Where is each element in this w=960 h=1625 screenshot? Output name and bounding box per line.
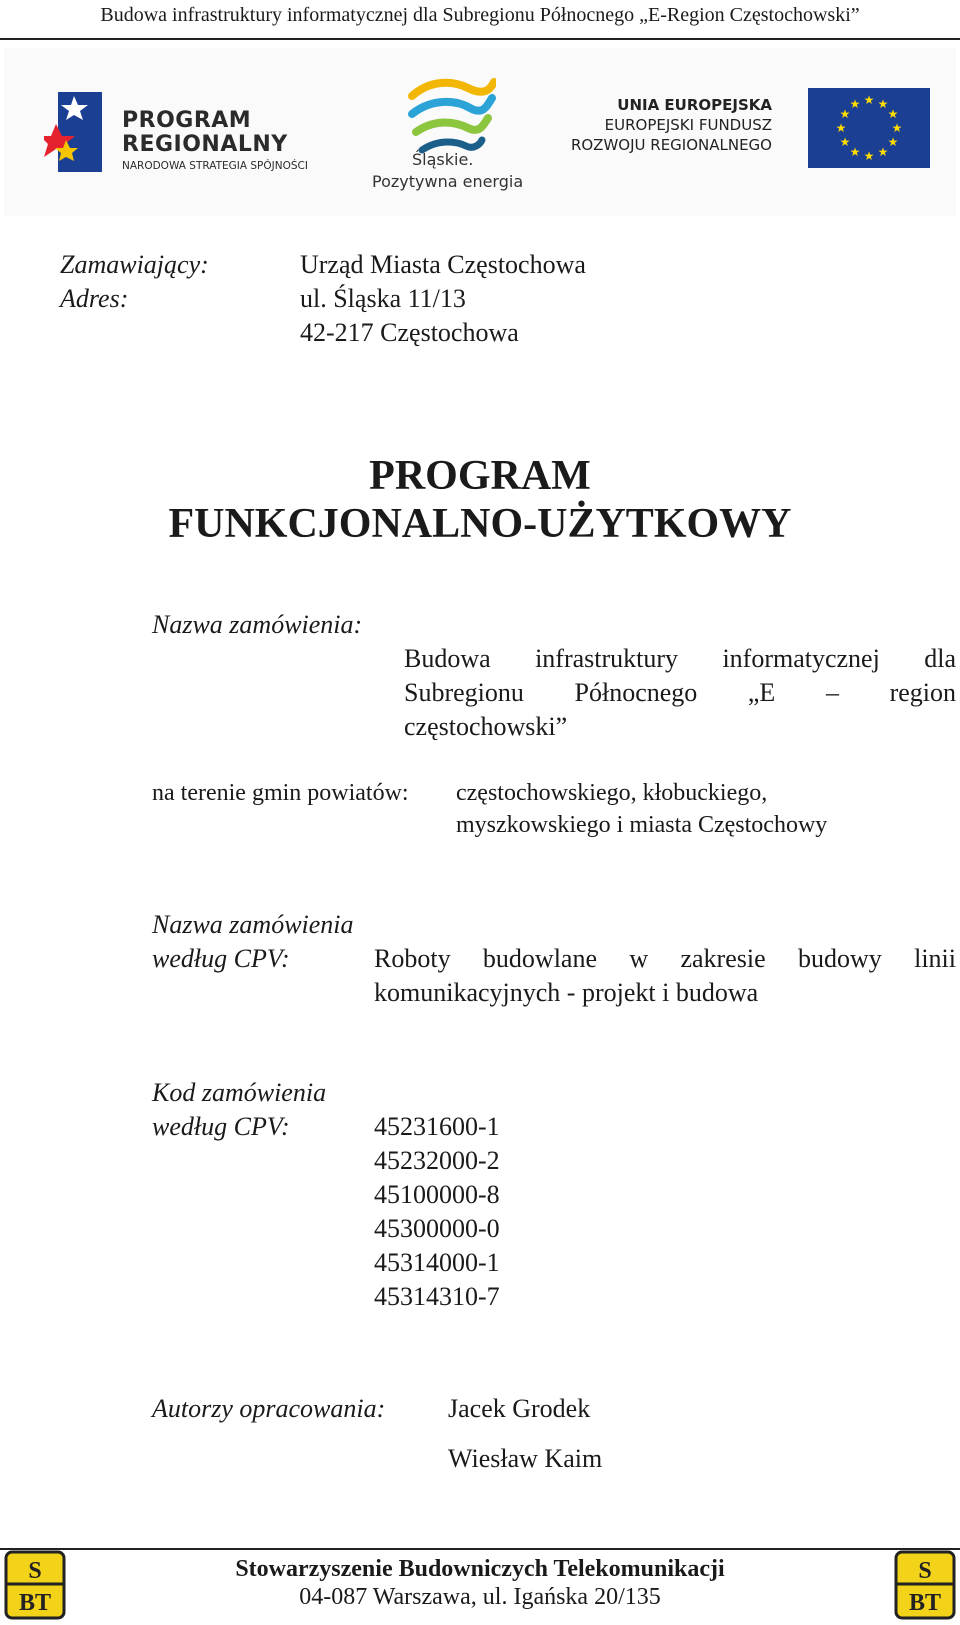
program-regionalny-line3: NARODOWA STRATEGIA SPÓJNOŚCI — [122, 160, 308, 172]
program-regionalny-icon — [44, 88, 104, 176]
svg-text:★: ★ — [839, 107, 851, 121]
order-name-line1: Budowa infrastruktury informatycznej dla — [404, 644, 956, 673]
area-line2: myszkowskiego i miasta Częstochowy — [456, 812, 828, 838]
sbt-badge-bottom: BT — [18, 1590, 52, 1616]
eu-logo — [560, 88, 932, 174]
cpv-name-line2: komunikacyjnych - projekt i budowa — [374, 978, 759, 1007]
slaskie-wave-icon — [406, 78, 496, 158]
cpv-code-item: 45231600-1 — [374, 1112, 500, 1141]
slaskie-line2: Pozytywna energia — [372, 172, 524, 191]
area-label: na terenie gmin powiatów: — [152, 780, 409, 806]
cpv-code-label2: według CPV: — [152, 1112, 290, 1141]
svg-text:★: ★ — [863, 149, 875, 163]
cpv-code-label1: Kod zamówienia — [152, 1078, 327, 1107]
cpv-code-item: 45300000-0 — [374, 1214, 500, 1243]
order-name-label: Nazwa zamówienia: — [152, 610, 363, 639]
address-line2: 42-217 Częstochowa — [300, 318, 519, 347]
eu-line3: ROZWOJU REGIONALNEGO — [570, 136, 772, 154]
footer-address: 04-087 Warszawa, ul. Igańska 20/135 — [299, 1584, 661, 1610]
svg-text:★: ★ — [839, 135, 851, 149]
cpv-name-label2: według CPV: — [152, 944, 290, 973]
eu-line1: UNIA EUROPEJSKA — [617, 96, 772, 114]
document-title-line2: FUNKCJONALNO-UŻYTKOWY — [168, 501, 792, 547]
document-title-line1: PROGRAM — [369, 453, 591, 499]
author-name: Jacek Grodek — [448, 1394, 591, 1423]
svg-text:★: ★ — [887, 107, 899, 121]
cpv-code-item: 45100000-8 — [374, 1180, 500, 1209]
cpv-name-label1: Nazwa zamówienia — [152, 910, 354, 939]
running-header-title: Budowa infrastruktury informatycznej dla Subregionu Północnego „E-Region Częstochowski” — [100, 4, 860, 26]
order-name-line3: częstochowski” — [404, 712, 568, 741]
cpv-name-line1: Roboty budowlane w zakresie budowy linii — [374, 944, 956, 973]
svg-text:★: ★ — [849, 145, 861, 159]
slaskie-line1: Śląskie. — [412, 150, 474, 169]
svg-text:★: ★ — [877, 145, 889, 159]
cpv-code-item: 45314000-1 — [374, 1248, 500, 1277]
sbt-badge-icon — [4, 1550, 66, 1620]
program-regionalny-line1: PROGRAM — [122, 108, 252, 133]
svg-text:★: ★ — [863, 93, 875, 107]
client-value: Urząd Miasta Częstochowa — [300, 250, 586, 279]
authors-label: Autorzy opracowania: — [152, 1394, 386, 1423]
sbt-badge-bottom: BT — [908, 1590, 942, 1616]
cpv-code-item: 45232000-2 — [374, 1146, 500, 1175]
footer-organization: Stowarzyszenie Budowniczych Telekomunikacji — [235, 1556, 725, 1582]
address-line1: ul. Śląska 11/13 — [300, 284, 466, 313]
sbt-badge-right — [894, 1550, 956, 1620]
svg-text:★: ★ — [887, 135, 899, 149]
cpv-code-item: 45314310-7 — [374, 1282, 500, 1311]
address-label: Adres: — [60, 284, 129, 313]
area-line1: częstochowskiego, kłobuckiego, — [456, 780, 768, 806]
sbt-badge-top: S — [28, 1558, 42, 1584]
author-name: Wiesław Kaim — [448, 1444, 603, 1473]
svg-text:★: ★ — [849, 97, 861, 111]
client-label: Zamawiający: — [60, 250, 209, 279]
slaskie-logo — [372, 78, 532, 198]
svg-text:★: ★ — [835, 121, 847, 135]
sbt-badge-icon — [894, 1550, 956, 1620]
program-regionalny-logo — [44, 88, 324, 178]
footer-rule — [0, 1548, 960, 1550]
sbt-badge-top: S — [918, 1558, 932, 1584]
eu-flag-icon — [808, 88, 930, 168]
order-name-line2: Subregionu Północnego „E – region — [404, 678, 956, 707]
eu-line2: EUROPEJSKI FUNDUSZ — [604, 116, 772, 134]
svg-text:★: ★ — [877, 97, 889, 111]
program-regionalny-line2: REGIONALNY — [122, 132, 288, 157]
sbt-badge-left — [4, 1550, 66, 1620]
svg-text:★: ★ — [891, 121, 903, 135]
